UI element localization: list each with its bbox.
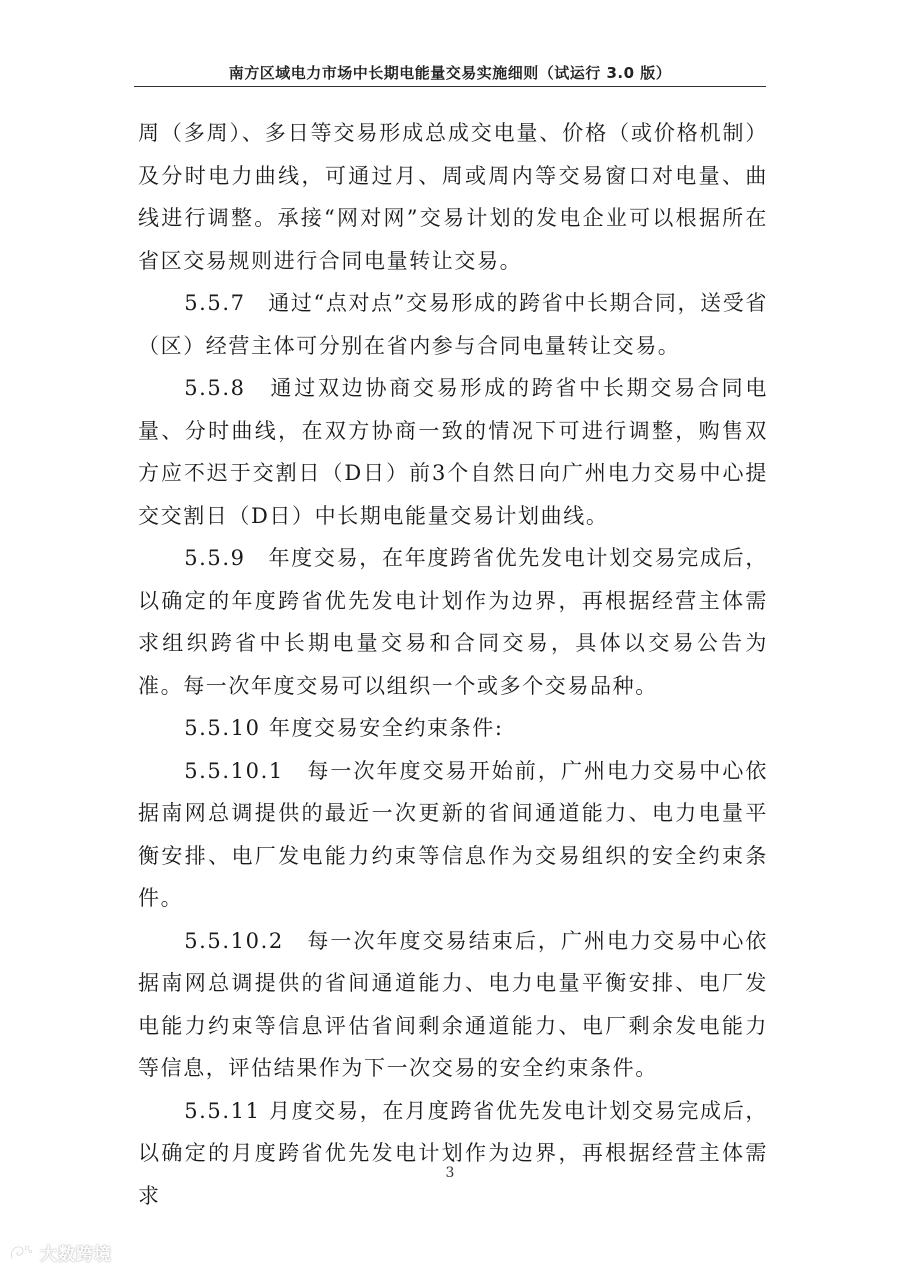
paragraph-5-5-10-2: 5.5.10.2 每一次年度交易结束后，广州电力交易中心依据南网总调提供的省间通道能力、电力电量平衡安排、电厂发电能力约束等信息评估省间剩余通道能力、电厂剩余发电能力等信息，评估结果作为下一次交易的安全约束条件。 — [138, 928, 768, 1080]
watermark-text: 大数跨境 — [40, 1245, 112, 1265]
watermark — [8, 1240, 112, 1265]
brand-logo-icon — [8, 1242, 34, 1264]
paragraph-continuation: 周（多周）、多日等交易形成总成交电量、价格（或价格机制）及分时电力曲线，可通过月、周或周内等交易窗口对电量、曲线进行调整。承接“网对网”交易计划的发电企业可以根据所在省区交易规则进行合同电量转让交易。 — [138, 121, 768, 273]
header-rule — [134, 86, 766, 87]
paragraph-5-5-7: 5.5.7 通过“点对点”交易形成的跨省中长期合同，送受省（区）经营主体可分别在省内参与合同电量转让交易。 — [138, 291, 768, 358]
page-header: 南方区域电力市场中长期电能量交易实施细则（试运行 3.0 版） — [228, 64, 672, 82]
paragraph-5-5-10-1: 5.5.10.1 每一次年度交易开始前，广州电力交易中心依据南网总调提供的最近一次更新的省间通道能力、电力电量平衡安排、电厂发电能力约束等信息作为交易组织的安全约束条件。 — [138, 758, 768, 910]
page-number: 3 — [445, 1165, 455, 1181]
paragraph-5-5-8: 5.5.8 通过双边协商交易形成的跨省中长期交易合同电量、分时曲线，在双方协商一致的情况下可进行调整，购售双方应不迟于交割日（D日）前3个自然日向广州电力交易中心提交交割日（D日）中长期电能量交易计划曲线。 — [138, 376, 768, 528]
paragraph-5-5-9: 5.5.9 年度交易，在年度跨省优先发电计划交易完成后，以确定的年度跨省优先发电计划作为边界，再根据经营主体需求组织跨省中长期电量交易和合同交易，具体以交易公告为准。每一次年度交易可以组织一个或多个交易品种。 — [138, 546, 768, 698]
paragraph-5-5-10: 5.5.10 年度交易安全约束条件: — [184, 716, 504, 740]
paragraph-5-5-11: 5.5.11 月度交易，在月度跨省优先发电计划交易完成后，以确定的月度跨省优先发电计划作为边界，再根据经营主体需求 — [138, 1098, 768, 1208]
document-body — [138, 112, 768, 1217]
